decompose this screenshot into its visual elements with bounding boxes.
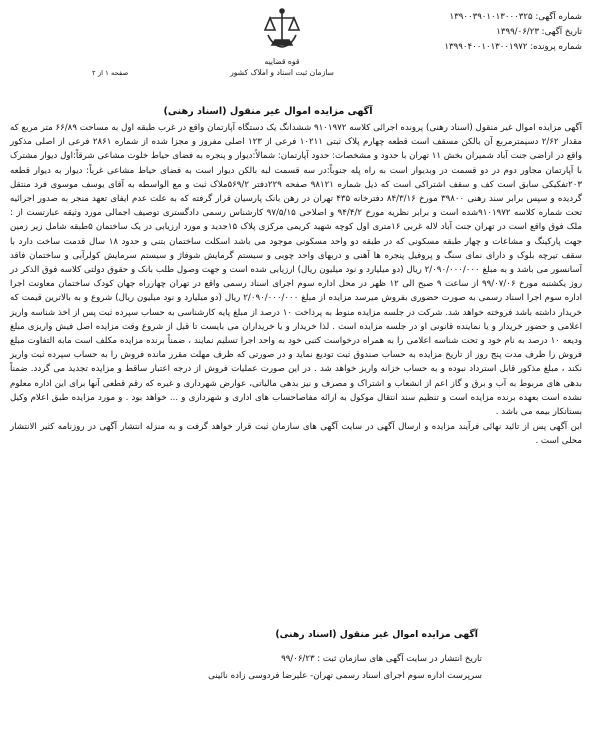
ad-metadata — [347, 10, 582, 55]
ad-date: تاریخ آگهی: ۱۳۹۹/۰۶/۲۳ — [496, 27, 582, 37]
publish-date: تاریخ انتشار در سایت آگهی های سازمان ثبت : ۹۹/۰۶/۲۳ — [281, 654, 482, 664]
judiciary-emblem-icon — [259, 6, 305, 52]
signatory: سرپرست اداره سوم اجرای اسناد رسمی تهران- علیرضا فردوسی زاده نائینی — [208, 671, 482, 681]
org-name-registration: سازمان ثبت اسناد و املاک کشور — [230, 68, 334, 77]
page-indicator: صفحه ۱ از ۲ — [92, 69, 129, 77]
body-paragraph: آگهی مزایده اموال غیر منقول (اسناد رهنی) پرونده اجرائی کلاسه ۹۱۰۱۹۷۲ ششدانگ یک دستگاه آپارتمان واقع در غرب طبقه اول به مساحت ۶۶/۸۹ متر مربع که مقدار ۲/۶۲ دسیمترمربع آن بالکن مسقف است قطعه چهارم پلاک ثبتی ۱۰۲۱۱ فرعی از ۱۲۳ اصلی مفروز و مجزا شده از شماره ۲۸۶۱ فرعی از اصلی مذکور واقع در اراضی جنت آباد شمیران بخش ۱۱ تهران با حدود و مشخصات: حدود آپارتمان: شمالاً:دیوار و پنجره به فضای حیاط خلوت مشاعی شرقاً:اول دیوار مشترک با آپارتمان مجاور دوم در دو قسمت در وبدیوار است به راه پله جنوباً:در سه قسمت لبه بالکن دیوار است به فضای حیاط مشاعی غرباً: دیوار به دیوار قطعه ۲۰۳تفکیکی سابق است کف و سقف اشتراکی است که ذیل شماره ۹۸۱۲۱ صفحه ۲۲۹دفتر ۵۶۹/۲ملاک ثبت و مع الواسطه به آقای یوسف موسوی فرد منتقل گردیده و سپس برابر سند رهنی ۳۹۸۰۰ مورخ ۸۴/۳/۱۶ دفترخانه ۴۳۵ تهران در رهن بانک پارسیان قرار گرفته که به علت عدم ایفای تعهد منجر به صدور اجرائیه تحت شماره کلاسه ۹۱۰۱۹۷۲شده است و برابر نظریه مورخ ۹۴/۴/۲ و اصلاحی ۹۷/۵/۱۵ کارشناس رسمی دادگستری توصیف اجمالی مورد وثیقه عبارتست از : ملک فوق واقع است در تهران جنت آباد لاله غربی ۱۶متری اول کوچه شهید کریمی مرکزی پلاک ۱۵جدید و مورد ارزیابی در یک ساختمان ۵طبقه شامل زیر زمین جهت پارکینگ و مشاعات و چهار طبقه مسکونی که در طبقه دو واحد مسکونی موجود می باشد اسکلت ساختمان بتنی و حدود ۱۸ سال قدمت ساخت دارد با سقف تیرچه بلوک و دارای نمای سنگ و پروفیل پنجره ها آهنی و دربهای واحد چوبی و سیستم گرمایش شوفاژ و سیستم سرمایش کولرآبی و ساختمان فاقد آسانسور می باشد و به مبلغ ۲/۰۹۰/۰۰۰/۰۰۰ ریال (دو میلیارد و نود میلیون ریال) ارزیابی شده است و جهت وصول طلب بانک و حقوق دولتی کلاسه فوق الذکر در روز یکشنبه مورخ ۹۹/۰۷/۰۶ از ساعت ۹ صبح الی ۱۲ ظهر در محل اداره سوم اجرای اسناد رسمی واقع در تهران چهارراه جهان کودک ساختمان معاونت اجرا اداره سوم اجرا اسناد رسمی به صورت حضوری بفروش میرسد مزایده از مبلغ ۲/۰۹۰/۰۰۰/۰۰۰ ریال (دو میلیارد و نود میلیون ریال) شروع و به بالاترین قیمت که خریدار داشته باشد فروخته خواهد شد. شرکت در جلسه مزایده منوط به پرداخت ۱۰ درصد از مبلغ پایه کارشناسی به حساب سپرده ثبت پس از اخذ شناسه واریز اعلامی و حضور خریدار و یا نماینده قانونی او در جلسه مزایده است . لذا خریدار و یا خریداران می بایست تا قبل از شروع وقت مزایده اصل فیش واریزی مبلغ ودیعه ۱۰ درصد به نام خود و تحت شناسه اعلامی را به همراه درخواست کتبی خود به واحد اجرا تسلیم نمایند ، ضمناً برنده مزایده مکلف است مابه التفاوت مبلغ فروش را ظرف مدت پنج روز از تاریخ مزایده به حساب صندوق ثبت تودیع نماید و در صورتی که ظرف مهلت مقرر مانده فروش را به حساب سپرده ثبت واریز نکند ، مبلغ مذکور قابل استرداد نبوده و به حساب خزانه واریز خواهد شد . در این صورت عملیات فروش از درجه اعتبار ساقط و مزایده تجدید می گردد. ضمناً بدهی های مربوط به آب و برق و گاز اعم از انشعاب و اشتراک و مصرف و نیز بدهی مالیاتی، عوارض شهرداری و غیره که رقم قطعی آنها برای این اداره معلوم نشده است بعهده برنده مزایده است و تنظیم سند انتقال موکول به ارائه مفاصاحساب های اداری و شهرداری و ... خواهد بود . و مورد مزایده طبق اعلام وکیل بستانکار بیمه می باشد . — [10, 123, 583, 418]
footer-title: آگهی مزایده اموال غیر منقول (اسناد رهنی) — [275, 629, 478, 640]
org-name-judiciary: قوه قضاییه — [264, 57, 300, 66]
footer-block — [208, 651, 482, 685]
file-number: شماره پرونده: ۱۳۹۹۰۴۰۰۱۰۱۳۰۰۱۹۷۲ — [444, 42, 582, 52]
body-paragraph: این آگهی پس از تائید نهائی فرآیند مزایده و ارسال آگهی در سایت آگهی های سازمان ثبت قرار خواهد گرفت و به منزله انتشار آگهی در روزنامه کثیر الانتشار محلی است . — [10, 422, 582, 447]
document-title: آگهی مزایده اموال غیر منقول (اسناد رهنی) — [163, 106, 373, 117]
document-body — [10, 121, 582, 449]
ad-number: شماره آگهی: ۱۳۹۰۰۳۹۰۱۰۱۳۰۰۰۳۲۵ — [449, 12, 582, 22]
organization-logo — [222, 6, 342, 86]
